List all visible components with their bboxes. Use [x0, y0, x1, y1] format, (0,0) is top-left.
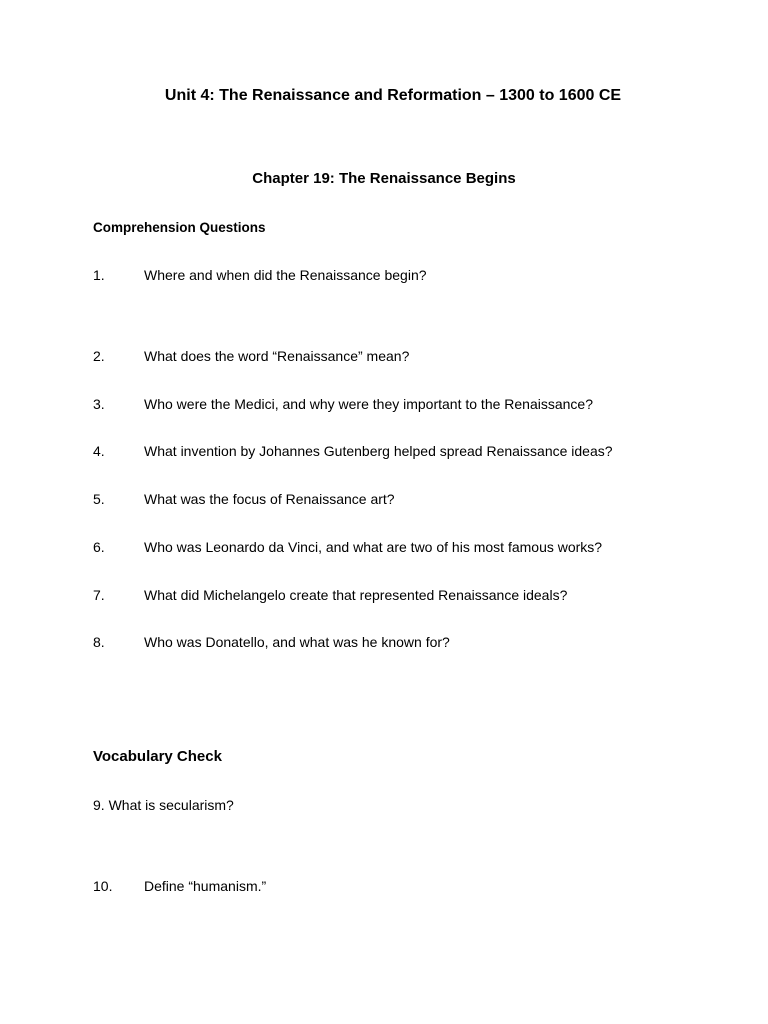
chapter-title: Chapter 19: The Renaissance Begins: [252, 170, 516, 187]
question-text: Who was Leonardo da Vinci, and what are two of his most famous works?: [144, 539, 603, 555]
question-text: What was the focus of Renaissance art?: [144, 491, 395, 507]
question-number: 7.: [93, 587, 105, 603]
question-text: What invention by Johannes Gutenberg helped spread Renaissance ideas?: [144, 443, 613, 459]
question-text: Who were the Medici, and why were they important to the Renaissance?: [144, 396, 594, 412]
comprehension-heading: Comprehension Questions: [93, 220, 266, 235]
question-number: 6.: [93, 539, 105, 555]
question-number: 1.: [93, 267, 105, 283]
question-text: Where and when did the Renaissance begin?: [144, 267, 427, 283]
question-9: 9. What is secularism?: [93, 797, 234, 813]
question-number: 10.: [93, 878, 113, 894]
question-text: What did Michelangelo create that represented Renaissance ideals?: [144, 587, 568, 603]
question-text: Define “humanism.”: [144, 878, 267, 894]
question-number: 3.: [93, 396, 105, 412]
question-number: 4.: [93, 443, 105, 459]
question-number: 5.: [93, 491, 105, 507]
question-text: Who was Donatello, and what was he known for?: [144, 634, 450, 650]
unit-title: Unit 4: The Renaissance and Reformation – 1300 to 1600 CE: [164, 87, 622, 104]
question-text: What does the word “Renaissance” mean?: [144, 348, 410, 364]
question-number: 2.: [93, 348, 105, 364]
question-number: 8.: [93, 634, 105, 650]
vocabulary-heading: Vocabulary Check: [93, 748, 222, 765]
